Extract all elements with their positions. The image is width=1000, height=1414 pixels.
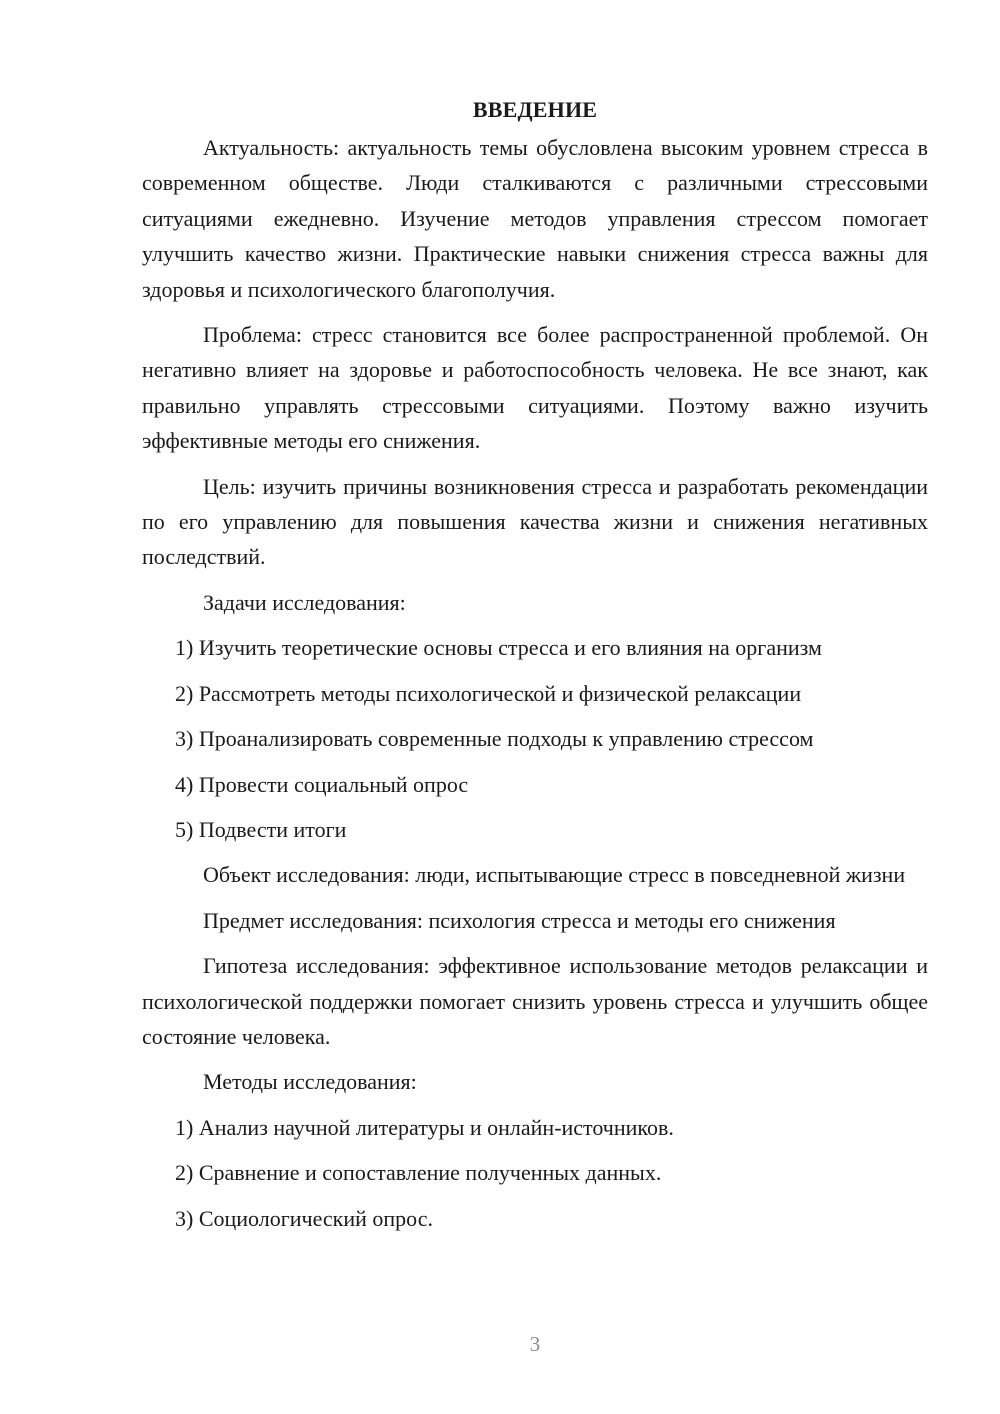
list-item: 4) Провести социальный опрос [175,771,469,797]
goal-paragraph: Цель: изучить причины возникновения стресса и разработать рекомендации по его управлению для повышения качества жизни и снижения негативных последствий. [142,473,928,570]
tasks-list [142,630,928,847]
list-item: 2) Сравнение и сопоставление полученных данных. [175,1160,662,1186]
page-number: 3 [529,1332,541,1356]
subject-paragraph: Предмет исследования: психология стресса и методы его снижения [203,907,836,933]
object-paragraph: Объект исследования: люди, испытывающие стресс в повседневной жизни [203,862,906,888]
problem-paragraph: Проблема: стресс становится все более распространенной проблемой. Он негативно влияет на здоровье и работоспособность человека. Не все знают, как правильно управлять стрессовыми ситуациями. Поэтому важно изучить эффективные методы его снижения. [142,322,928,454]
relevance-paragraph: Актуальность: актуальность темы обусловлена высоким уровнем стресса в современном обществе. Люди сталкиваются с различными стрессовыми ситуациями ежедневно. Изучение методов управления стрессом помогает улучшить качество жизни. Практические навыки снижения стресса важны для здоровья и психологического благополучия. [142,135,928,302]
list-item: 5) Подвести итоги [175,816,347,842]
hypothesis-paragraph: Гипотеза исследования: эффективное использование методов релаксации и психологической поддержки помогает снизить уровень стресса и улучшить общее состояние человека. [142,953,928,1049]
list-item: 3) Социологический опрос. [175,1205,433,1231]
methods-heading: Методы исследования: [203,1069,417,1095]
list-item: 2) Рассмотреть методы психологической и физической релаксации [175,680,802,706]
page-title: ВВЕДЕНИЕ [472,97,598,122]
list-item: 1) Изучить теоретические основы стресса и его влияния на организм [175,635,822,661]
list-item: 3) Проанализировать современные подходы к управлению стрессом [175,726,814,752]
document-page [142,92,928,1246]
list-item: 1) Анализ научной литературы и онлайн-источников. [175,1114,674,1140]
tasks-heading: Задачи исследования: [203,589,406,615]
methods-list [142,1110,928,1236]
